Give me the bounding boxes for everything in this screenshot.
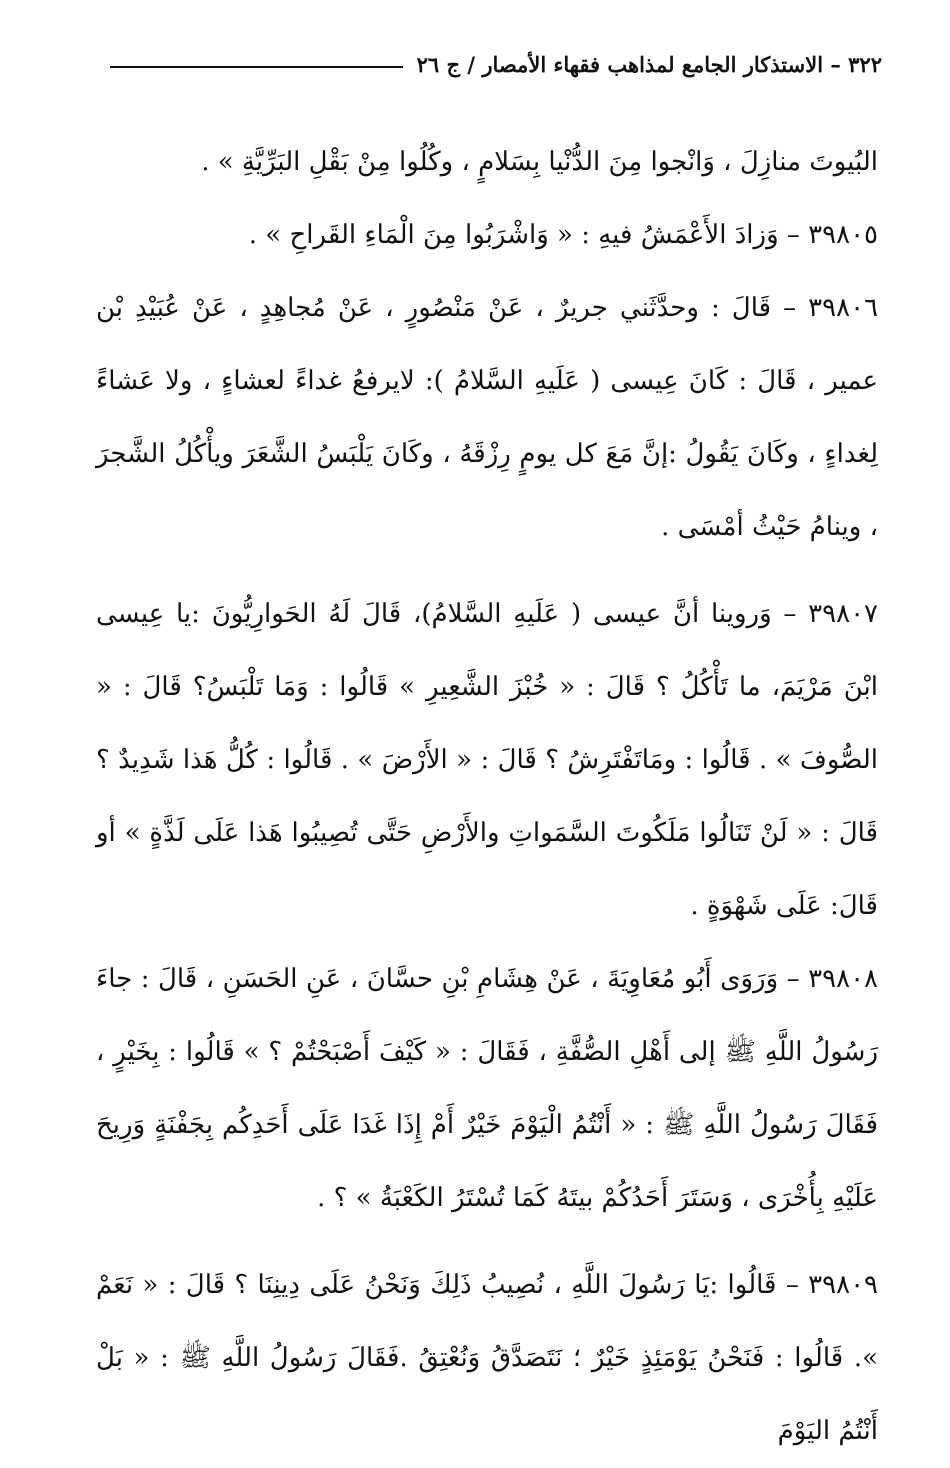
paragraph-39807: ٣٩٨٠٧ – وَروينا أنَّ عيسى ( عَلَيهِ السَّلامُ)، قَالَ لَهُ الحَوارِيُّونَ :يا عِيسى ابْنَ مَرْيَمَ، ما تَأْكُلُ ؟ قَالَ : « خُبْزَ الشَّعِيرِ » قَالُوا : وَمَا تَلْبَسُ؟ قَالَ : « الصُّوفَ » . قَالُوا : ومَاتَفْتَرِشُ ؟ قَالَ : « الأَرْضَ » . قَالُوا : كُلُّ هَذا شَدِيدٌ ؟ قَالَ : « لَنْ تَنَالُوا مَلَكُوتَ السَّمَواتِ والأَرْضِ حَتَّى تُصِيبُوا هَذا عَلَى لَذَّةٍ » أو قَالَ: عَلَى شَهْوَةٍ . xyxy=(96,599,878,921)
paragraph-39809: ٣٩٨٠٩ – قَالُوا :يَا رَسُولَ اللَّهِ ، نُصِيبُ ذَلِكَ وَنَحْنُ عَلَى دِينِنَا ؟ قَالَ : « نَعَمْ ». قَالُوا : فَنَحْنُ يَوْمَئِذٍ خَيْرٌ ؛ نَتَصَدَّقُ وَنُعْتِقُ .فَقَالَ رَسُولُ اللَّهِ ﷺ : « بَلْ أَنْتُمُ اليَوْمَ xyxy=(96,1270,878,1446)
header-rule xyxy=(110,66,403,68)
page-body xyxy=(96,126,878,1468)
paragraph-39805: ٣٩٨٠٥ – وَزادَ الأَعْمَشُ فيهِ : « وَاشْرَبُوا مِنَ الْمَاءِ القَراحِ » . xyxy=(248,220,878,250)
running-header xyxy=(110,44,882,84)
paragraph-39808: ٣٩٨٠٨ – وَرَوَى أَبُو مُعَاوِيَةَ ، عَنْ هِشَامِ بْنِ حسَّانَ ، عَنِ الحَسَنِ ، قَالَ : جاءَ رَسُولُ اللَّهِ ﷺ إلى أَهْلِ الصُّفَّةِ ، فَقَالَ : « كَيْفَ أَصْبَحْتُمْ ؟ » قَالُوا : بِخَيْرٍ ، فَقَالَ رَسُولُ اللَّهِ ﷺ : « أَنْتُمُ الْيَوْمَ خَيْرٌ أَمْ إِذَا غَدَا عَلَى أَحَدِكُم بِجَفْنَةٍ وَرِيحَ عَلَيْهِ بِأُخْرَى ، وَسَتَرَ أَحَدُكُمْ بيتَهُ كَمَا تُسْتَرُ الكَعْبَةُ » ؟ . xyxy=(96,964,878,1213)
paragraph-continuation: البُيوتَ منازِلَ ، وَانْجوا مِنَ الدُّنْيا بِسَلامٍ ، وكُلُوا مِنْ بَقْلِ البَرِّيَّةِ » . xyxy=(201,147,878,177)
paragraph-39806: ٣٩٨٠٦ – قَالَ : وحدَّثَني جريرٌ ، عَنْ مَنْصُورٍ ، عَنْ مُجاهِدٍ ، عَنْ عُبَيْدِ بْن عمير ، قَالَ : كَانَ عِيسى ( عَلَيهِ السَّلامُ ): لايرفعُ غداءً لعشاءٍ ، ولا عَشاءً لِغداءٍ ، وكَانَ يَقُولُ :إنَّ مَعَ كل يومٍ رِزْقَهُ ، وكَانَ يَلْبَسُ الشَّعَرَ ويأْكُلُ الشَّجرَ ، وينامُ حَيْثُ أمْسَى . xyxy=(96,293,878,542)
running-head-title: ٣٢٢ – الاستذكار الجامع لمذاهب فقهاء الأمصار / ج ٢٦ xyxy=(416,51,882,77)
